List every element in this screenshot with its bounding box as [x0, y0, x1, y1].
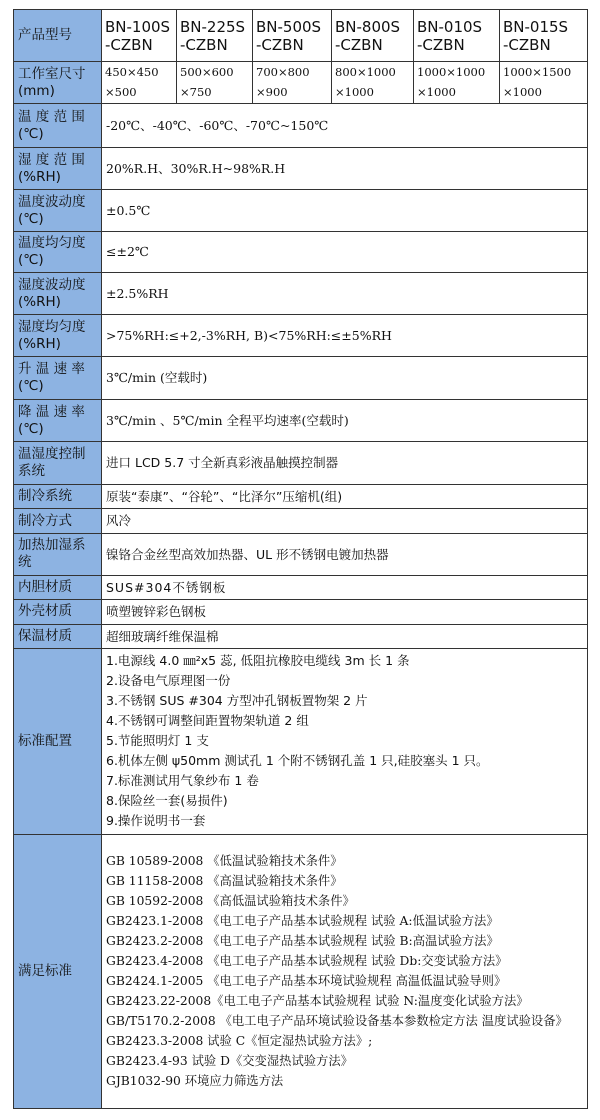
standard-item: GB2424.1-2005 《电工电子产品基本环境试验规程 高温低温试验导则》 [106, 974, 507, 989]
config-item: 2.设备电气原理图一份 [106, 673, 231, 689]
standard-item: GB2423.3-2008 试验 C《恒定湿热试验方法》; [106, 1034, 373, 1049]
spec-label: 外壳材质 [14, 600, 102, 624]
spec-row-temp-fluctuation [14, 190, 588, 232]
standard-item: GB2423.2-2008 《电工电子产品基本试验规程 试验 B:高温试验方法》 [106, 934, 499, 949]
spec-value: -20℃、-40℃、-60℃、-70℃~150℃ [102, 104, 588, 148]
spec-value: ±2.5%RH [102, 273, 588, 315]
spec-label: 保温材质 [14, 624, 102, 648]
spec-row-insulation-material [14, 624, 588, 648]
spec-label: 湿度均匀度 (%RH) [14, 315, 102, 357]
config-item: 3.不锈钢 SUS #304 方型冲孔钢板置物架 2 片 [106, 693, 368, 709]
spec-label: 湿 度 范 围 (%RH) [14, 148, 102, 190]
standard-item: GB2423.4-2008 《电工电子产品基本试验规程 试验 Db:交变试验方法》 [106, 954, 508, 969]
spec-row-control-system [14, 442, 588, 485]
spec-row-heating-humidifying [14, 533, 588, 575]
spec-label: 制冷方式 [14, 509, 102, 533]
spec-value: ≤±2℃ [102, 232, 588, 273]
config-item: 9.操作说明书一套 [106, 813, 206, 829]
config-item: 8.保险丝一套(易损件) [106, 793, 228, 809]
spec-row-refrigeration-mode [14, 509, 588, 533]
size-cell: 1000×1500 ×1000 [500, 62, 588, 104]
spec-value: 3℃/min 、5℃/min 全程平均速率(空载时) [102, 400, 588, 442]
spec-label: 湿度波动度 (%RH) [14, 273, 102, 315]
size-label: 工作室尺寸 (mm) [14, 62, 102, 104]
standard-item: GB2423.4-93 试验 D《交变湿热试验方法》 [106, 1054, 353, 1069]
spec-row-humidity-fluctuation [14, 273, 588, 315]
spec-value: >75%RH:≤+2,-3%RH, B)<75%RH:≤±5%RH [102, 315, 588, 357]
standard-config-label: 标准配置 [14, 648, 102, 834]
spec-row-humidity-range [14, 148, 588, 190]
model-cell: BN-800S -CZBN [332, 10, 414, 62]
spec-value: SUS#304不锈钢板 [102, 575, 588, 599]
config-item: 4.不锈钢可调整间距置物架轨道 2 组 [106, 713, 309, 729]
standard-item: GB 10592-2008 《高低温试验箱技术条件》 [106, 894, 355, 909]
standard-config-list [102, 648, 588, 834]
models-label: 产品型号 [14, 10, 102, 62]
spec-value: ±0.5℃ [102, 190, 588, 232]
spec-row-humidity-uniformity [14, 315, 588, 357]
size-cell: 800×1000 ×1000 [332, 62, 414, 104]
spec-value: 风冷 [102, 509, 588, 533]
spec-value: 超细玻璃纤维保温棉 [102, 624, 588, 648]
spec-table [13, 9, 588, 1109]
spec-label: 内胆材质 [14, 575, 102, 599]
spec-row-heating-rate [14, 357, 588, 400]
spec-label: 温湿度控制 系统 [14, 442, 102, 485]
spec-value: 原装“泰康”、“谷轮”、“比泽尔”压缩机(组) [102, 485, 588, 509]
config-item: 5.节能照明灯 1 支 [106, 733, 209, 749]
model-cell: BN-500S -CZBN [253, 10, 332, 62]
standard-item: GJB1032-90 环境应力筛选方法 [106, 1074, 284, 1089]
spec-value: 镍铬合金丝型高效加热器、UL 形不锈钢电镀加热器 [102, 533, 588, 575]
spec-value: 进口 LCD 5.7 寸全新真彩液晶触摸控制器 [102, 442, 588, 485]
spec-row-refrigeration-system [14, 485, 588, 509]
spec-row-temp-uniformity [14, 232, 588, 273]
standard-item: GB2423.1-2008 《电工电子产品基本试验规程 试验 A:低温试验方法》 [106, 914, 499, 929]
models-row [14, 10, 588, 62]
standard-item: GB 10589-2008 《低温试验箱技术条件》 [106, 854, 343, 869]
spec-label: 温度波动度 (℃) [14, 190, 102, 232]
spec-label: 温 度 范 围 (℃) [14, 104, 102, 148]
spec-label: 温度均匀度 (℃) [14, 232, 102, 273]
standard-item: GB 11158-2008 《高温试验箱技术条件》 [106, 874, 343, 889]
config-item: 7.标准测试用气象纱布 1 卷 [106, 773, 259, 789]
spec-row-outer-material [14, 600, 588, 624]
spec-value: 20%R.H、30%R.H~98%R.H [102, 148, 588, 190]
model-cell: BN-100S -CZBN [102, 10, 177, 62]
standards-row [14, 834, 588, 1108]
standards-list [102, 834, 588, 1108]
size-cell: 450×450 ×500 [102, 62, 177, 104]
config-item: 1.电源线 4.0 ㎜²x5 蕊, 低阻抗橡胶电缆线 3m 长 1 条 [106, 653, 410, 669]
spec-row-inner-material [14, 575, 588, 599]
standard-item: GB2423.22-2008《电工电子产品基本试验规程 试验 N:温度变化试验方法》 [106, 994, 529, 1009]
model-cell: BN-015S -CZBN [500, 10, 588, 62]
model-cell: BN-010S -CZBN [414, 10, 500, 62]
size-cell: 500×600 ×750 [177, 62, 253, 104]
spec-label: 制冷系统 [14, 485, 102, 509]
spec-value: 喷塑镀锌彩色钢板 [102, 600, 588, 624]
standard-item: GB/T5170.2-2008 《电工电子产品环境试验设备基本参数检定方法 温度试验设备》 [106, 1014, 568, 1029]
spec-row-cooling-rate [14, 400, 588, 442]
spec-row-temp-range [14, 104, 588, 148]
model-cell: BN-225S -CZBN [177, 10, 253, 62]
standards-label: 满足标准 [14, 834, 102, 1108]
standard-config-row [14, 648, 588, 834]
size-row [14, 62, 588, 104]
config-item: 6.机体左侧 ψ50mm 测试孔 1 个附不锈钢孔盖 1 只,硅胶塞头 1 只。 [106, 753, 489, 769]
spec-label: 降 温 速 率 (℃) [14, 400, 102, 442]
spec-value: 3℃/min (空载时) [102, 357, 588, 400]
size-cell: 1000×1000 ×1000 [414, 62, 500, 104]
spec-label: 加热加湿系 统 [14, 533, 102, 575]
spec-label: 升 温 速 率 (℃) [14, 357, 102, 400]
size-cell: 700×800 ×900 [253, 62, 332, 104]
